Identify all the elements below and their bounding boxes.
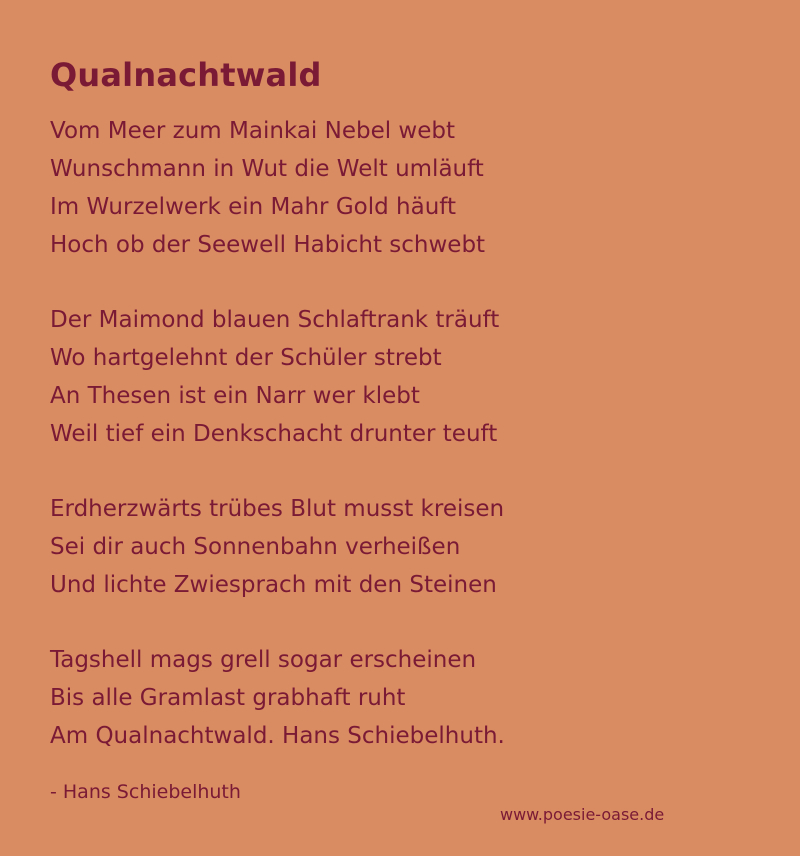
poem-line: Im Wurzelwerk ein Mahr Gold häuft xyxy=(50,194,456,220)
poem-title: Qualnachtwald xyxy=(50,56,322,94)
poem-line: Am Qualnachtwald. Hans Schiebelhuth. xyxy=(50,723,505,749)
stanza-4 xyxy=(50,641,770,755)
poem-line: Wo hartgelehnt der Schüler strebt xyxy=(50,345,442,371)
poem-line: Wunschmann in Wut die Welt umläuft xyxy=(50,156,484,182)
poem-line: Vom Meer zum Mainkai Nebel webt xyxy=(50,118,456,144)
poem-line: Sei dir auch Sonnenbahn verheißen xyxy=(50,534,461,560)
poem-author: - Hans Schiebelhuth xyxy=(50,781,241,803)
poem-line: An Thesen ist ein Narr wer klebt xyxy=(50,383,420,409)
poem-line: Hoch ob der Seewell Habicht schwebt xyxy=(50,232,486,258)
stanza-2 xyxy=(50,301,770,453)
poem-line: Tagshell mags grell sogar erscheinen xyxy=(50,647,477,673)
poem-line: Erdherzwärts trübes Blut musst kreisen xyxy=(50,496,505,522)
poem-body xyxy=(50,112,770,792)
poem-line: Weil tief ein Denkschacht drunter teuft xyxy=(50,421,498,447)
stanza-1 xyxy=(50,112,770,264)
website-link[interactable]: www.poesie-oase.de xyxy=(500,805,665,824)
poem-line: Der Maimond blauen Schlaftrank träuft xyxy=(50,307,500,333)
poem-line: Bis alle Gramlast grabhaft ruht xyxy=(50,685,406,711)
stanza-3 xyxy=(50,490,770,604)
poem-line: Und lichte Zwiesprach mit den Steinen xyxy=(50,572,497,598)
